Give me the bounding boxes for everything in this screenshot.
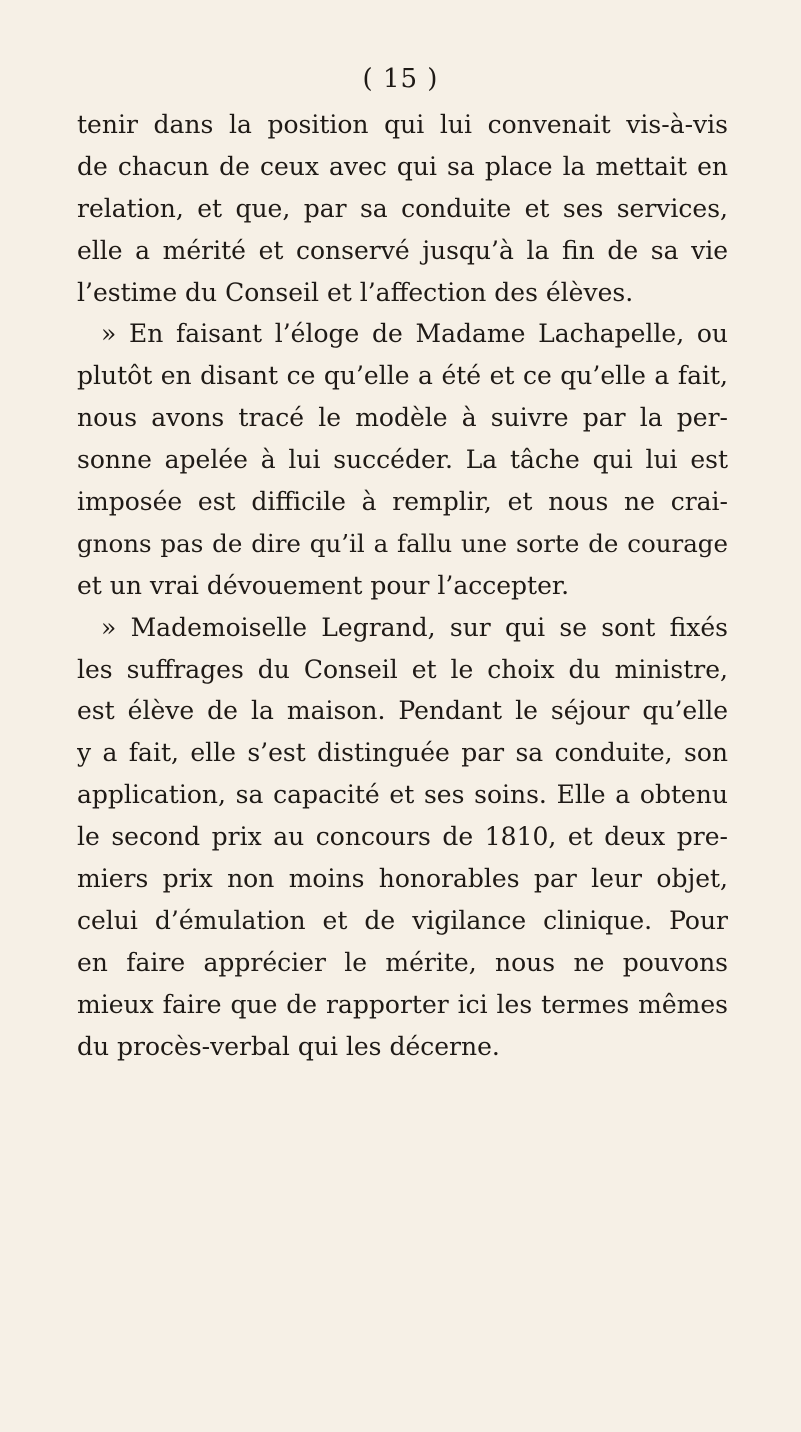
text-line: les suffrages du Conseil et le choix du ministre,	[77, 654, 728, 684]
text-line: » Mademoiselle Legrand, sur qui se sont fixés	[101, 612, 728, 642]
text-line: miers prix non moins honorables par leur objet,	[77, 864, 728, 894]
text-line: gnons pas de dire qu’il a fallu une sorte de courage	[77, 528, 728, 558]
text-line: » En faisant l’éloge de Madame Lachapelle, ou	[101, 319, 728, 349]
text-line: tenir dans la position qui lui convenait vis-à-vis	[77, 110, 728, 139]
text-line: de chacun de ceux avec qui sa place la mettait en	[77, 151, 728, 181]
page-number: ( 15 )	[362, 64, 439, 94]
text-line: du procès-verbal qui les décerne.	[77, 1031, 500, 1061]
text-line: le second prix au concours de 1810, et deux pre-	[77, 822, 728, 852]
text-line: et un vrai dévouement pour l’accepter.	[77, 570, 570, 600]
text-line: plutôt en disant ce qu’elle a été et ce qu’elle a fait,	[77, 361, 728, 391]
body-text	[77, 104, 728, 1067]
text-line: celui d’émulation et de vigilance clinique. Pour	[77, 905, 728, 935]
text-line: imposée est difficile à remplir, et nous ne crai-	[77, 487, 728, 517]
text-line: relation, et que, par sa conduite et ses services,	[77, 193, 728, 223]
text-line: sonne apelée à lui succéder. La tâche qui lui est	[77, 445, 728, 475]
text-line: en faire apprécier le mérite, nous ne pouvons	[77, 947, 728, 977]
text-line: nous avons tracé le modèle à suivre par la per-	[77, 403, 728, 433]
text-line: mieux faire que de rapporter ici les termes mêmes	[77, 989, 728, 1019]
text-line: l’estime du Conseil et l’affection des élèves.	[77, 277, 634, 307]
text-line: y a fait, elle s’est distinguée par sa conduite, son	[77, 738, 728, 768]
text-line: application, sa capacité et ses soins. Elle a obtenu	[77, 780, 728, 810]
text-line: est élève de la maison. Pendant le séjour qu’elle	[77, 696, 728, 726]
text-line: elle a mérité et conservé jusqu’à la fin de sa vie	[77, 235, 728, 265]
